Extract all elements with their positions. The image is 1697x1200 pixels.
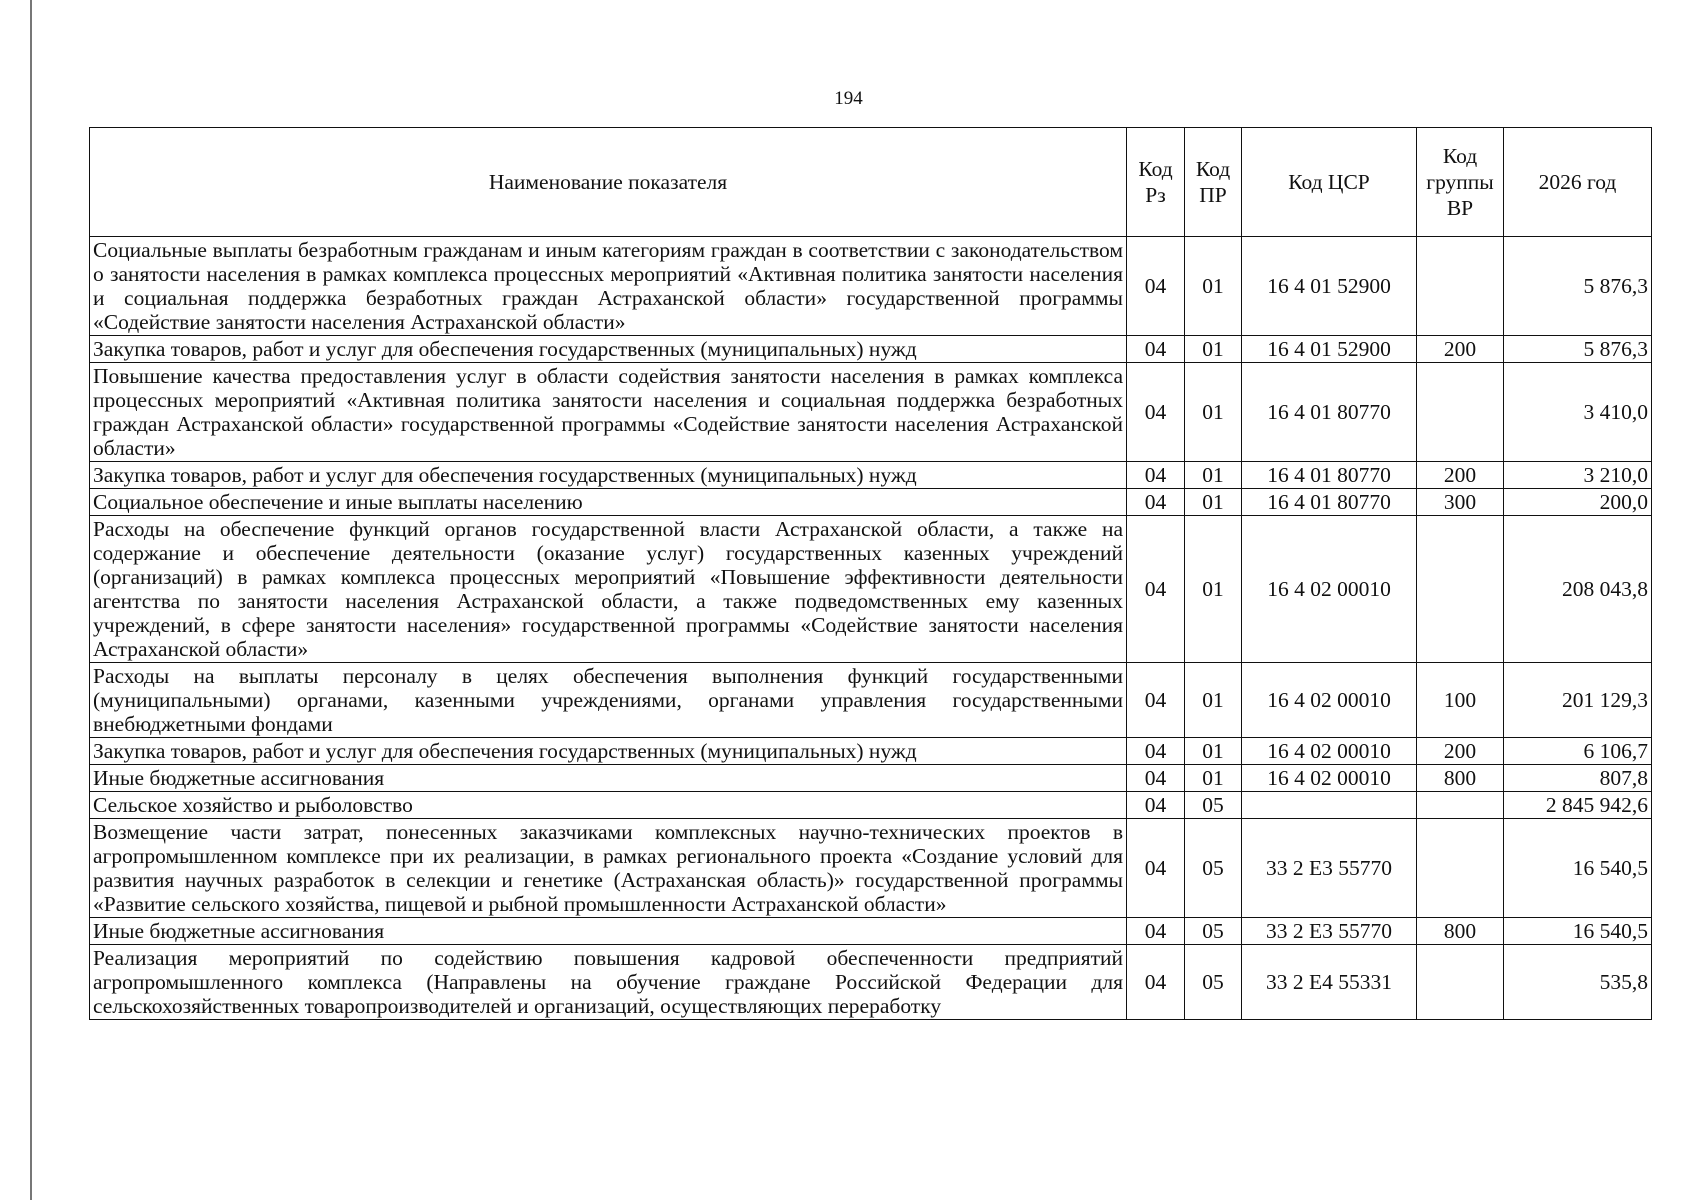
row-name: Возмещение части затрат, понесенных заказчиками комплексных научно-технических проектов в агропромышленном комплексе при их реализации, в рамках регионального проекта «Создание условий для развития научных разработок в селекции и генетике (Астраханская область)» государственной программы «Развитие сельского хозяйства, пищевой и рыбной промышленности Астраханской области» — [90, 819, 1127, 918]
row-csr: 16 4 01 80770 — [1242, 462, 1417, 489]
table-row — [90, 336, 1652, 363]
row-name: Закупка товаров, работ и услуг для обеспечения государственных (муниципальных) нужд — [90, 336, 1127, 363]
row-pr: 01 — [1185, 738, 1242, 765]
row-name: Социальное обеспечение и иные выплаты населению — [90, 489, 1127, 516]
row-value: 3 410,0 — [1504, 363, 1652, 462]
row-vr — [1417, 819, 1504, 918]
row-csr: 33 2 Е3 55770 — [1242, 918, 1417, 945]
row-rz: 04 — [1127, 765, 1185, 792]
row-value: 6 106,7 — [1504, 738, 1652, 765]
row-vr: 200 — [1417, 462, 1504, 489]
row-csr: 16 4 02 00010 — [1242, 765, 1417, 792]
row-vr — [1417, 363, 1504, 462]
row-pr: 01 — [1185, 516, 1242, 663]
row-pr: 01 — [1185, 237, 1242, 336]
row-pr: 05 — [1185, 819, 1242, 918]
table-row — [90, 765, 1652, 792]
row-rz: 04 — [1127, 237, 1185, 336]
row-name: Расходы на обеспечение функций органов государственной власти Астраханской области, а также на содержание и обеспечение деятельности (оказание услуг) государственных казенных учреждений (организаций) в рамках комплекса процессных мероприятий «Повышение эффективности деятельности агентства по занятости населения Астраханской области, а также подведомственных ему казенных учреждений, в сфере занятости населения» государственной программы «Содействие занятости населения Астраханской области» — [90, 516, 1127, 663]
row-csr: 16 4 01 80770 — [1242, 363, 1417, 462]
row-name: Повышение качества предоставления услуг в области содействия занятости населения в рамках комплекса процессных мероприятий «Активная политика занятости населения и социальная поддержка безработных граждан Астраханской области» государственной программы «Содействие занятости населения Астраханской области» — [90, 363, 1127, 462]
row-value: 807,8 — [1504, 765, 1652, 792]
row-name: Реализация мероприятий по содействию повышения кадровой обеспеченности предприятий агропромышленного комплекса (Направлены на обучение граждане Российской Федерации для сельскохозяйственных товаропроизводителей и организаций, осуществляющих переработку — [90, 945, 1127, 1020]
row-name: Сельское хозяйство и рыболовство — [90, 792, 1127, 819]
row-name: Иные бюджетные ассигнования — [90, 765, 1127, 792]
row-pr: 01 — [1185, 489, 1242, 516]
row-vr: 200 — [1417, 738, 1504, 765]
row-value: 5 876,3 — [1504, 237, 1652, 336]
row-rz: 04 — [1127, 489, 1185, 516]
table-row — [90, 516, 1652, 663]
row-pr: 01 — [1185, 336, 1242, 363]
row-value: 2 845 942,6 — [1504, 792, 1652, 819]
row-value: 16 540,5 — [1504, 819, 1652, 918]
row-rz: 04 — [1127, 738, 1185, 765]
row-value: 5 876,3 — [1504, 336, 1652, 363]
row-vr — [1417, 792, 1504, 819]
row-vr: 800 — [1417, 918, 1504, 945]
row-name: Закупка товаров, работ и услуг для обеспечения государственных (муниципальных) нужд — [90, 738, 1127, 765]
header-csr: Код ЦСР — [1242, 128, 1417, 237]
table-row — [90, 945, 1652, 1020]
header-name: Наименование показателя — [90, 128, 1127, 237]
table-header-row — [90, 128, 1652, 237]
row-rz: 04 — [1127, 516, 1185, 663]
header-rz: Код Рз — [1127, 128, 1185, 237]
budget-table — [89, 127, 1652, 1020]
row-pr: 01 — [1185, 462, 1242, 489]
header-vr: Код группы ВР — [1417, 128, 1504, 237]
row-pr: 05 — [1185, 792, 1242, 819]
row-name: Закупка товаров, работ и услуг для обеспечения государственных (муниципальных) нужд — [90, 462, 1127, 489]
row-csr: 16 4 01 52900 — [1242, 237, 1417, 336]
row-pr: 01 — [1185, 363, 1242, 462]
row-pr: 05 — [1185, 945, 1242, 1020]
row-rz: 04 — [1127, 819, 1185, 918]
row-rz: 04 — [1127, 792, 1185, 819]
row-value: 201 129,3 — [1504, 663, 1652, 738]
row-csr: 33 2 Е3 55770 — [1242, 819, 1417, 918]
table-body — [90, 237, 1652, 1020]
table-row — [90, 792, 1652, 819]
header-year: 2026 год — [1504, 128, 1652, 237]
row-rz: 04 — [1127, 363, 1185, 462]
row-value: 16 540,5 — [1504, 918, 1652, 945]
row-rz: 04 — [1127, 918, 1185, 945]
table-row — [90, 462, 1652, 489]
row-value: 3 210,0 — [1504, 462, 1652, 489]
row-pr: 05 — [1185, 918, 1242, 945]
row-vr — [1417, 237, 1504, 336]
row-csr: 16 4 02 00010 — [1242, 516, 1417, 663]
table-row — [90, 918, 1652, 945]
row-name: Социальные выплаты безработным гражданам и иным категориям граждан в соответствии с законодательством о занятости населения в рамках комплекса процессных мероприятий «Активная политика занятости населения и социальная поддержка безработных граждан Астраханской области» государственной программы «Содействие занятости населения Астраханской области» — [90, 237, 1127, 336]
row-name: Расходы на выплаты персоналу в целях обеспечения выполнения функций государственными (муниципальными) органами, казенными учреждениями, органами управления государственными внебюджетными фондами — [90, 663, 1127, 738]
table-row — [90, 237, 1652, 336]
row-rz: 04 — [1127, 945, 1185, 1020]
row-pr: 01 — [1185, 765, 1242, 792]
page-margin-line — [30, 0, 32, 1200]
row-csr — [1242, 792, 1417, 819]
row-value: 535,8 — [1504, 945, 1652, 1020]
row-vr: 800 — [1417, 765, 1504, 792]
row-csr: 16 4 02 00010 — [1242, 738, 1417, 765]
table-row — [90, 819, 1652, 918]
row-pr: 01 — [1185, 663, 1242, 738]
row-rz: 04 — [1127, 663, 1185, 738]
table-row — [90, 489, 1652, 516]
table-row — [90, 363, 1652, 462]
table-row — [90, 738, 1652, 765]
row-rz: 04 — [1127, 336, 1185, 363]
row-vr: 200 — [1417, 336, 1504, 363]
row-name: Иные бюджетные ассигнования — [90, 918, 1127, 945]
table-row — [90, 663, 1652, 738]
row-value: 200,0 — [1504, 489, 1652, 516]
page-number: 194 — [834, 88, 863, 109]
row-vr — [1417, 945, 1504, 1020]
row-csr: 33 2 Е4 55331 — [1242, 945, 1417, 1020]
row-rz: 04 — [1127, 462, 1185, 489]
row-csr: 16 4 02 00010 — [1242, 663, 1417, 738]
row-csr: 16 4 01 52900 — [1242, 336, 1417, 363]
row-vr: 300 — [1417, 489, 1504, 516]
row-vr — [1417, 516, 1504, 663]
row-value: 208 043,8 — [1504, 516, 1652, 663]
row-vr: 100 — [1417, 663, 1504, 738]
row-csr: 16 4 01 80770 — [1242, 489, 1417, 516]
header-pr: Код ПР — [1185, 128, 1242, 237]
